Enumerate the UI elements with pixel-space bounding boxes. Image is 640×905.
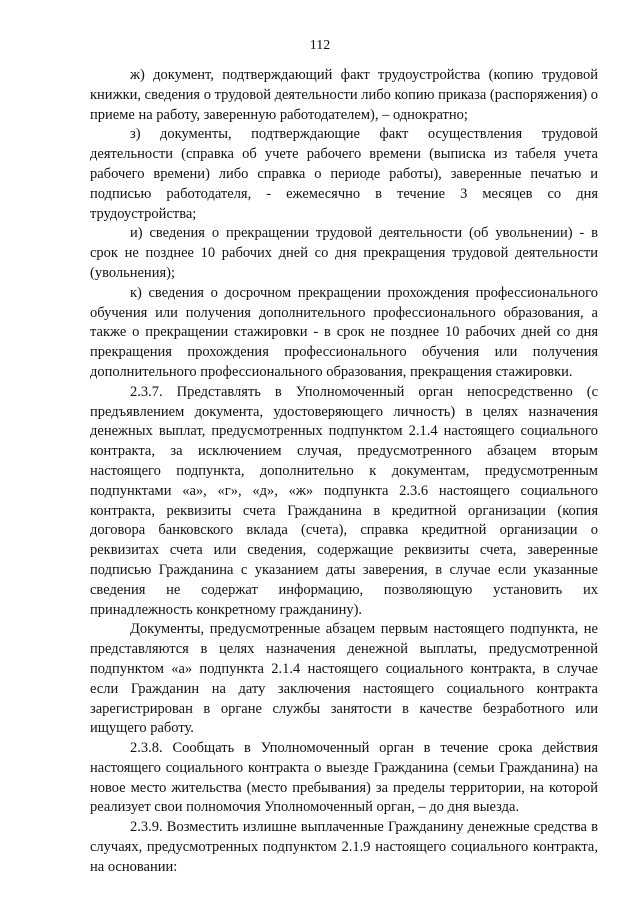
paragraph-item-z: з) документы, подтверждающие факт осуществления трудовой деятельности (справка об учете рабочего времени (выписка из табеля учета рабочего времени) либо справка о периоде работы), заверенные печатью и подписью работодателя, - ежемесячно в течение 3 месяцев со дня трудоустройства; bbox=[90, 126, 598, 222]
paragraph-item-k: к) сведения о досрочном прекращении прохождения профессионального обучения или получения дополнительного профессионального образования, а также о прекращении стажировки - в срок не позднее 10 рабочих дней со дня прекращения прохождения профессионального обучения или получения дополнительного профессионального образования, прекращения стажировки. bbox=[90, 284, 598, 380]
paragraph-2-3-8: 2.3.8. Сообщать в Уполномоченный орган в течение срока действия настоящего социального контракта о выезде Гражданина (семьи Гражданина) на новое место жительства (место пребывания) за пределы территории, на которой реализует свои полномочия Уполномоченный орган, – до дня выезда. bbox=[90, 740, 598, 816]
paragraph-item-i: и) сведения о прекращении трудовой деятельности (об увольнении) - в срок не позднее 10 рабочих дней со дня прекращения трудовой деятельности (увольнения); bbox=[90, 225, 598, 281]
paragraph-2-3-7: 2.3.7. Представлять в Уполномоченный орган непосредственно (с предъявлением документа, удостоверяющего личность) в целях назначения денежных выплат, предусмотренных подпунктом 2.1.4 настоящего социального контракта, за исключением случая, предусмотренного абзацем вторым настоящего подпункта, дополнительно к документам, предусмотренным подпунктами «а», «г», «д», «ж» подпункта 2.3.6 настоящего социального контракта, реквизиты счета Гражданина в кредитной организации (копия договора банковского вклада (счета), справка кредитной организации о реквизитах счета или сведения, содержащие реквизиты счета, заверенные подписью Гражданина с указанием даты заверения, в случае если указанные сведения не содержат информацию, позволяющую установить их принадлежность конкретному гражданину). bbox=[90, 383, 598, 618]
paragraph-item-zh: ж) документ, подтверждающий факт трудоустройства (копию трудовой книжки, сведения о трудовой деятельности либо копию приказа (распоряжения) о приеме на работу, заверенную работодателем), – однократно; bbox=[90, 67, 598, 123]
paragraph-2-3-9: 2.3.9. Возместить излишне выплаченные Гражданину денежные средства в случаях, предусмотренных подпунктом 2.1.9 настоящего социального контракта, на основании: bbox=[90, 819, 598, 875]
page-number: 112 bbox=[309, 38, 331, 53]
document-body bbox=[90, 66, 598, 878]
paragraph-2-3-7-documents: Документы, предусмотренные абзацем первым настоящего подпункта, не представляются в целях назначения денежной выплаты, предусмотренной подпунктом «а» подпункта 2.1.4 настоящего социального контракта, в случае если Гражданин на дату заключения настоящего социального контракта зарегистрирован в органе службы занятости в качестве безработного или ищущего работу. bbox=[90, 621, 598, 737]
